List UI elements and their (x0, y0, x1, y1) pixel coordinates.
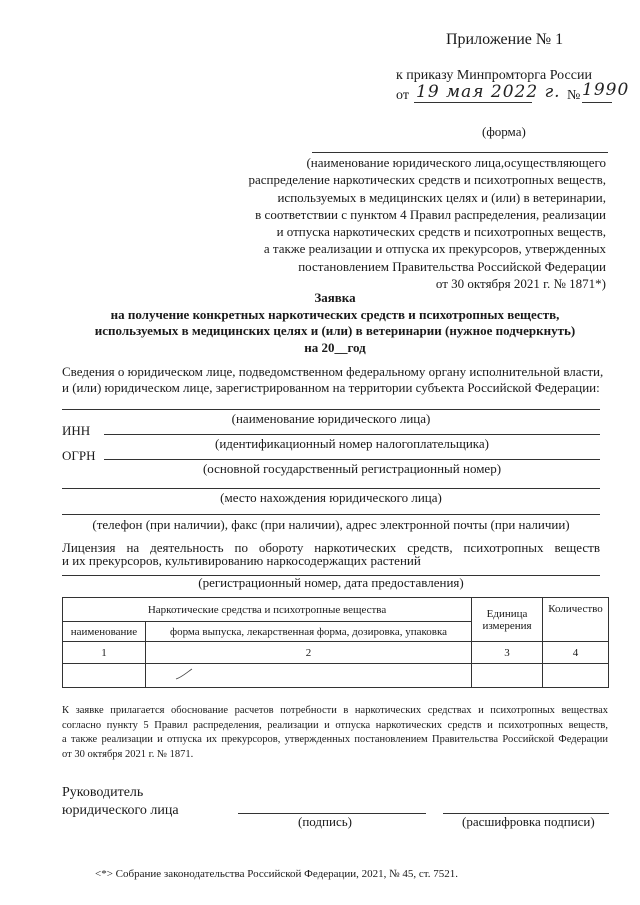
table-group-header: Наркотические средства и психотропные вещества (63, 598, 472, 622)
table-unit-header: Единица измерения (472, 598, 543, 642)
name-caption: (наименование юридического лица) (231, 411, 431, 426)
handwritten-date: 19 мая 2022 г. (416, 82, 561, 102)
inn-label: ИНН (62, 423, 91, 438)
license-caption: (регистрационный номер, дата предоставления) (198, 575, 464, 590)
table-number-row: 1 2 3 4 (63, 642, 609, 664)
table-row (63, 664, 609, 688)
order-date-label: от (396, 88, 409, 103)
inn-caption: (идентификационный номер налогоплательщика) (214, 436, 490, 451)
order-number-label: № (567, 88, 581, 103)
handwritten-number: 1990 (582, 80, 630, 100)
intro-text: Сведения о юридическом лице, подведомственном федеральному органу исполнительной власти, и (или) юридическом лице, зарегистрированном на территории субъекта Российской Федерации: (62, 364, 604, 395)
footnote: <*> Собрание законодательства Российской Федерации, 2021, № 45, ст. 7521. (95, 868, 458, 880)
contacts-caption: (телефон (при наличии), факс (при наличии), адрес электронной почты (при наличии) (92, 517, 570, 532)
table-col-name: наименование (63, 622, 146, 642)
substances-table (62, 597, 609, 688)
signature-caption: (подпись) (298, 814, 352, 829)
authority-note: (наименование юридического лица,осуществляющего распределение наркотических средств и психотропных веществ, используемых в медицинских целях и (или) в ветеринарии, в соответствии с пунктом 4 Правил распределения, реализации и отпуска наркотических средств и психотропных веществ, а также реализации и отпуска их прекурсоров, утвержденных постановлением Правительства Российской Федерации от 30 октября 2021 г. № 1871*) (248, 155, 606, 292)
address-caption: (место нахождения юридического лица) (220, 490, 442, 505)
ogrn-label: ОГРН (62, 448, 96, 463)
form-label: (форма) (482, 124, 526, 139)
attachment-note: К заявке прилагается обоснование расчетов потребности в наркотических средствах и психотропных веществах согласно пункту 5 Правил распределения, реализации и отпуска наркотических средств и психотропных веществ, а также реализации и отпуска их прекурсоров, утвержденных постановлением Правительства Российской Федерации от 30 октября 2021 г. № 1871. (62, 705, 608, 760)
pen-mark (174, 667, 194, 681)
license-line-1: Лицензия на деятельность по обороту наркотических средств, психотропных веществ (62, 540, 600, 555)
table-col-form: форма выпуска, лекарственная форма, дозировка, упаковка (145, 622, 471, 642)
appendix-label: Приложение № 1 (446, 31, 564, 48)
document-title: Заявка на получение конкретных наркотических средств и психотропных веществ, используемых в медицинских целях и (или) в ветеринарии (нужное подчеркнуть) на 20__год (94, 290, 576, 355)
license-line-2: и их прекурсоров, культивированию наркосодержащих растений (62, 553, 421, 568)
ogrn-caption: (основной государственный регистрационный номер) (202, 461, 502, 476)
signature-decode-caption: (расшифровка подписи) (462, 814, 595, 829)
table-qty-header: Количество (543, 598, 609, 642)
head-title: Руководитель юридического лица (62, 785, 179, 818)
order-reference: к приказу Минпромторга России (396, 68, 592, 83)
